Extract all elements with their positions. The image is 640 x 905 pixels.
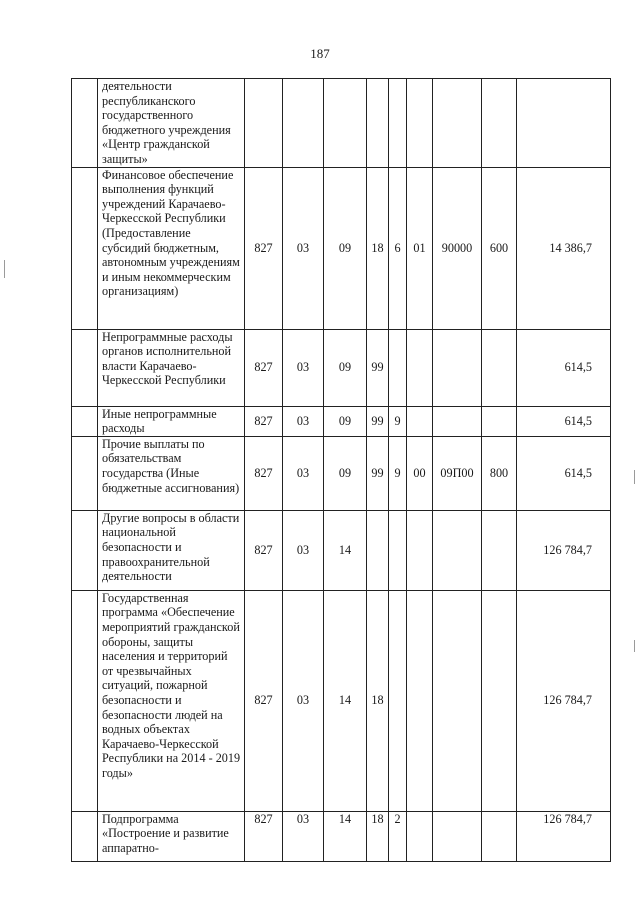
program-code: 18: [367, 811, 389, 861]
program-code: 99: [367, 329, 389, 406]
ministry-code: 827: [245, 811, 283, 861]
row-description: Иные непрограммные расходы: [98, 406, 245, 436]
program-code: [367, 510, 389, 590]
amount: 126 784,7: [517, 811, 611, 861]
direction-code: 90000: [433, 167, 482, 329]
ministry-code: 827: [245, 406, 283, 436]
table-row: [72, 79, 611, 168]
amount: 126 784,7: [517, 590, 611, 811]
subprogram-code: [389, 329, 407, 406]
program-code: 99: [367, 406, 389, 436]
section-code: 03: [283, 811, 324, 861]
table-row: [72, 406, 611, 436]
amount: 126 784,7: [517, 510, 611, 590]
row-number-cell: [72, 79, 98, 168]
table-row: [72, 811, 611, 861]
ministry-code: 827: [245, 590, 283, 811]
table-row: [72, 590, 611, 811]
main-event-code: [407, 510, 433, 590]
expense-type-code: [482, 406, 517, 436]
subsection-code: 14: [324, 510, 367, 590]
direction-code: [433, 329, 482, 406]
table-row: [72, 436, 611, 510]
scan-edge-mark: [634, 640, 635, 652]
subprogram-code: [389, 590, 407, 811]
subprogram-code: 9: [389, 436, 407, 510]
scan-edge-mark: [4, 260, 5, 278]
row-number-cell: [72, 436, 98, 510]
ministry-code: 827: [245, 436, 283, 510]
expense-type-code: [482, 329, 517, 406]
row-number-cell: [72, 406, 98, 436]
main-event-code: [407, 406, 433, 436]
expense-type-code: [482, 811, 517, 861]
amount: [517, 79, 611, 168]
direction-code: [433, 79, 482, 168]
section-code: [283, 79, 324, 168]
subprogram-code: 2: [389, 811, 407, 861]
expense-type-code: [482, 590, 517, 811]
row-description: Подпрограмма «Построение и развитие аппаратно-: [98, 811, 245, 861]
expense-type-code: 800: [482, 436, 517, 510]
program-code: 18: [367, 590, 389, 811]
program-code: [367, 79, 389, 168]
section-code: 03: [283, 510, 324, 590]
subprogram-code: [389, 510, 407, 590]
expense-type-code: [482, 510, 517, 590]
direction-code: [433, 590, 482, 811]
row-number-cell: [72, 590, 98, 811]
subprogram-code: 9: [389, 406, 407, 436]
direction-code: [433, 406, 482, 436]
table-row: [72, 329, 611, 406]
row-description: Финансовое обеспечение выполнения функций учреждений Карачаево-Черкесской Республики (Предоставление субсидий бюджетным, автономным учреждениям и иным некоммерческим организациям): [98, 167, 245, 329]
scan-edge-mark: [634, 470, 635, 484]
expense-type-code: 600: [482, 167, 517, 329]
program-code: 99: [367, 436, 389, 510]
page-number: 187: [310, 46, 330, 61]
amount: 614,5: [517, 406, 611, 436]
section-code: 03: [283, 406, 324, 436]
budget-table: [71, 78, 611, 862]
row-number-cell: [72, 811, 98, 861]
direction-code: [433, 510, 482, 590]
ministry-code: 827: [245, 167, 283, 329]
row-description: Другие вопросы в области национальной безопасности и правоохранительной деятельности: [98, 510, 245, 590]
subprogram-code: 6: [389, 167, 407, 329]
ministry-code: 827: [245, 510, 283, 590]
row-number-cell: [72, 510, 98, 590]
section-code: 03: [283, 329, 324, 406]
amount: 614,5: [517, 436, 611, 510]
row-description: Непрограммные расходы органов исполнительной власти Карачаево-Черкесской Республики: [98, 329, 245, 406]
section-code: 03: [283, 436, 324, 510]
subsection-code: 09: [324, 406, 367, 436]
subprogram-code: [389, 79, 407, 168]
subsection-code: 14: [324, 811, 367, 861]
expense-type-code: [482, 79, 517, 168]
row-description: Государственная программа «Обеспечение мероприятий гражданской обороны, защиты населения и территорий от чрезвычайных ситуаций, пожарной безопасности и безопасности людей на водных объектах Карачаево-Черкесской Республики на 2014 - 2019 годы»: [98, 590, 245, 811]
main-event-code: [407, 79, 433, 168]
ministry-code: [245, 79, 283, 168]
subsection-code: 14: [324, 590, 367, 811]
section-code: 03: [283, 167, 324, 329]
subsection-code: [324, 79, 367, 168]
table-row: [72, 167, 611, 329]
section-code: 03: [283, 590, 324, 811]
row-number-cell: [72, 329, 98, 406]
subsection-code: 09: [324, 436, 367, 510]
row-description: деятельности республиканского государственного бюджетного учреждения «Центр гражданской защиты»: [98, 79, 245, 168]
table-row: [72, 510, 611, 590]
main-event-code: [407, 811, 433, 861]
subsection-code: 09: [324, 167, 367, 329]
main-event-code: [407, 590, 433, 811]
row-description: Прочие выплаты по обязательствам государства (Иные бюджетные ассигнования): [98, 436, 245, 510]
ministry-code: 827: [245, 329, 283, 406]
main-event-code: 01: [407, 167, 433, 329]
amount: 614,5: [517, 329, 611, 406]
subsection-code: 09: [324, 329, 367, 406]
amount: 14 386,7: [517, 167, 611, 329]
row-number-cell: [72, 167, 98, 329]
main-event-code: 00: [407, 436, 433, 510]
direction-code: 09П00: [433, 436, 482, 510]
program-code: 18: [367, 167, 389, 329]
direction-code: [433, 811, 482, 861]
main-event-code: [407, 329, 433, 406]
